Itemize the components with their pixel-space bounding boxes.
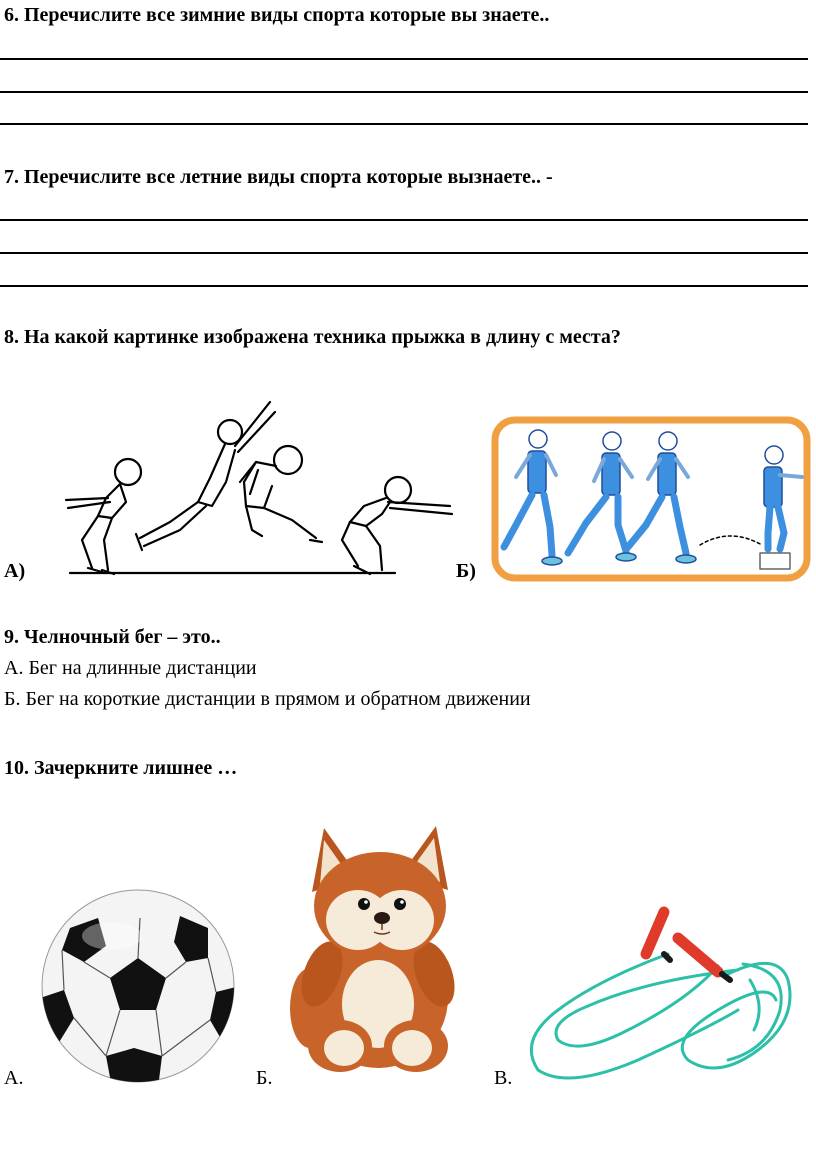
answer-line[interactable] (0, 91, 808, 93)
answer-line[interactable] (0, 219, 808, 221)
question-6: 6. Перечислите все зимние виды спорта которые вы знаете.. (4, 4, 550, 26)
option-b-label: Б. (256, 1067, 273, 1089)
question-10: 10. Зачеркните лишнее … (4, 757, 238, 779)
option-b-label: Б) (456, 560, 476, 582)
answer-line[interactable] (0, 252, 808, 254)
long-jump-sequence-icon (30, 390, 470, 585)
question-7: 7. Перечислите все летние виды спорта которые вызнаете.. - (4, 166, 553, 188)
answer-option-a[interactable]: А. Бег на длинные дистанции (4, 657, 257, 679)
question-8: 8. На какой картинке изображена техника прыжка в длину с места? (4, 326, 621, 348)
jump-rope-icon[interactable] (518, 910, 810, 1090)
question-9: 9. Челночный бег – это.. (4, 626, 221, 648)
answer-line[interactable] (0, 58, 808, 60)
option-a-label: А. (4, 1067, 24, 1089)
answer-option-b[interactable]: Б. Бег на короткие дистанции в прямом и обратном движении (4, 688, 531, 710)
soccer-ball-icon[interactable] (40, 888, 236, 1084)
option-a-label: А) (4, 560, 26, 582)
plush-fox-icon[interactable] (288, 818, 468, 1078)
running-sequence-icon (490, 415, 812, 583)
answer-line[interactable] (0, 285, 808, 287)
option-c-label: В. (494, 1067, 513, 1089)
answer-line[interactable] (0, 123, 808, 125)
